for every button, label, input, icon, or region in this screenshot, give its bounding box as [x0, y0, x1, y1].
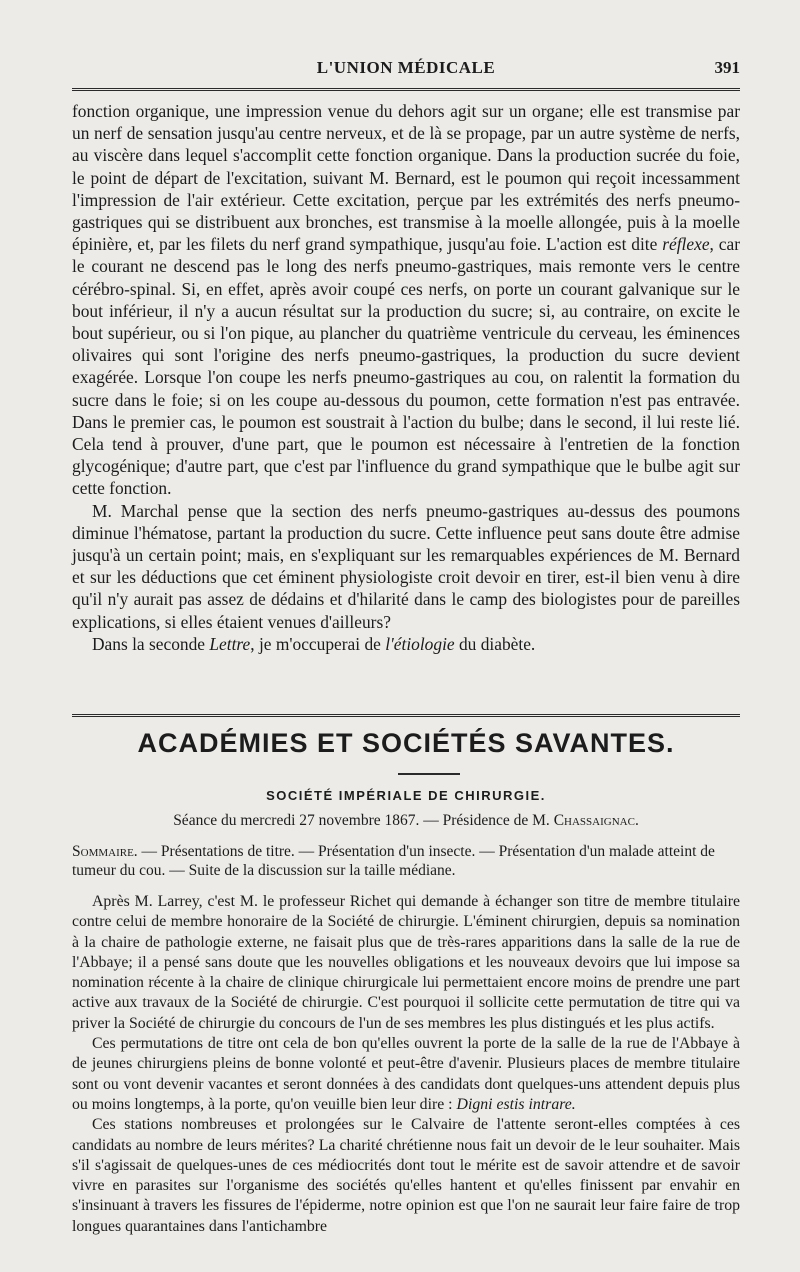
- page-number: 391: [714, 58, 740, 77]
- article-continuation: [72, 100, 740, 655]
- emphasis-reflexe: réflexe: [662, 234, 710, 255]
- paragraph-permutations: Ces permutations de titre ont cela de bon qu'elles ouvrent la porte de la salle de la rue de l'Abbaye à de jeunes chirurgiens pleins de bonne volonté et peut-être d'avenir. Plusieurs places de membre titulaire sont ou vont devenir vacantes et seront données à des candidats dont quelques-uns attendent depuis plus ou moins longtemps, à la porte, qu'on veuille bien leur dire : Digni estis intrare.: [72, 1035, 740, 1113]
- latin-phrase: Digni estis intrare.: [456, 1095, 576, 1113]
- header-rule: [72, 88, 740, 91]
- emphasis-lettre: Lettre: [209, 633, 251, 654]
- sommaire: [72, 842, 740, 880]
- sommaire-label: Sommaire.: [72, 843, 138, 860]
- paragraph-next-letter: Dans la seconde Lettre, je m'occuperai de l'étiologie du diabète.: [92, 633, 536, 654]
- journal-title: L'UNION MÉDICALE: [316, 58, 496, 77]
- paragraph-reflexe: fonction organique, une impression venue du dehors agit sur un organe; elle est transmise par un nerf de sensation jusqu'au centre nerveux, et de là se propage, par un autre système de nerfs, au viscère dans lequel s'accomplit cette fonction organique. Dans la production sucrée du foie, le point de départ de l'excitation, suivant M. Bernard, est le poumon qui reçoit incessamment l'impression de l'air extérieur. Cette excitation, perçue par les extrémités des nerfs pneumo-gastriques qui se distribuent aux bronches, est transmise à la moelle allongée, puis à la moelle épinière, et, par les filets du nerf grand sympathique, jusqu'au foie. L'action est dite réflexe, car le courant ne descend pas le long des nerfs pneumo-gastriques, mais remonte vers le centre cérébro-spinal. Si, en effet, après avoir coupé ces nerfs, on porte un courant galvanique sur le bout inférieur, il n'y a aucun résultat sur la production du sucre; si, au contraire, on excite le bout supérieur, ou si l'on pique, au plancher du quatrième ventricule du cerveau, les éminences olivaires qui sont l'origine des nerfs pneumo-gastriques, la production du sucre devient exagérée. Lorsque l'on coupe les nerfs pneumo-gastriques au cou, on ralentit la formation du sucre dans le foie; si on les coupe au-dessous du poumon, cette formation n'est pas entravée. Dans le premier cas, le poumon est soustrait à l'action du bulbe; dans le second, il lui reste lié. Cela tend à prouver, d'une part, que le poumon est nécessaire à l'entretien de la fonction glycogénique; d'autre part, que c'est par l'influence du grand sympathique que le bulbe agit sur cette fonction.: [72, 101, 740, 499]
- society-title: SOCIÉTÉ IMPÉRIALE DE CHIRURGIE.: [266, 788, 546, 803]
- paragraph-marchal: M. Marchal pense que la section des nerfs pneumo-gastriques au-dessus des poumons diminue l'hématose, partant la production du sucre. Cette influence peut sans doute être admise jusqu'à un certain point; mais, en s'expliquant sur les remarquables expériences de M. Bernard et sur les déductions que cet éminent physiologiste croit devoir en tirer, est-il bien venu à dire qu'il n'y aurait pas assez de dédains et d'hilarité dans le camp des biologistes pour de pareilles explications, si elles étaient venues d'ailleurs?: [72, 500, 740, 632]
- paragraph-stations: Ces stations nombreuses et prolongées sur le Calvaire de l'attente seront-elles comptées à ces candidats au nombre de leurs mérites? La charité chrétienne nous fait un devoir de le leur souhaiter. Mais s'il s'agissait de quelques-unes de ces médiocrités dont tout le mérite est de savoir attendre et de savoir vivre en parasites sur l'organisme des sociétés qu'elles hantent et qu'elles finissent par envahir en s'insinuant à travers les fissures de l'épiderme, notre opinion est que l'on ne saurait leur faire faire de trop longues quarantaines dans l'antichambre: [72, 1116, 740, 1235]
- president-name: Chassaignac: [553, 812, 635, 829]
- running-head: [72, 56, 740, 84]
- paragraph-richet: Après M. Larrey, c'est M. le professeur Richet qui demande à échanger son titre de membre titulaire contre celui de membre honoraire de la Société de chirurgie. L'éminent chirurgien, depuis sa nomination à la chaire de pathologie externe, ne faisait plus que de très-rares apparitions dans la salle de la rue de l'Abbaye; il a pensé sans doute que les nouvelles obligations et les nouveaux devoirs que lui impose sa nomination récente à la chaire de clinique chirurgicale lui permettaient encore moins de prendre une part active aux travaux de la Société de chirurgie. C'est pourquoi il sollicite cette permutation de titre qui va priver la Société de chirurgie du concours de l'un de ses membres les plus distingués et les plus actifs.: [72, 893, 740, 1032]
- sommaire-text: — Présentations de titre. — Présentation d'un insecte. — Présentation d'un malade atteint de tumeur du cou. — Suite de la discussion sur la taille médiane.: [72, 843, 715, 879]
- society-report: [72, 892, 740, 1237]
- seance-line: Séance du mercredi 27 novembre 1867. — Présidence de M. Chassaignac.: [173, 812, 639, 829]
- short-rule: [398, 773, 460, 775]
- emphasis-etiologie: l'étiologie: [385, 633, 455, 654]
- section-rule: [72, 714, 740, 717]
- section-heading: ACADÉMIES ET SOCIÉTÉS SAVANTES.: [137, 728, 675, 758]
